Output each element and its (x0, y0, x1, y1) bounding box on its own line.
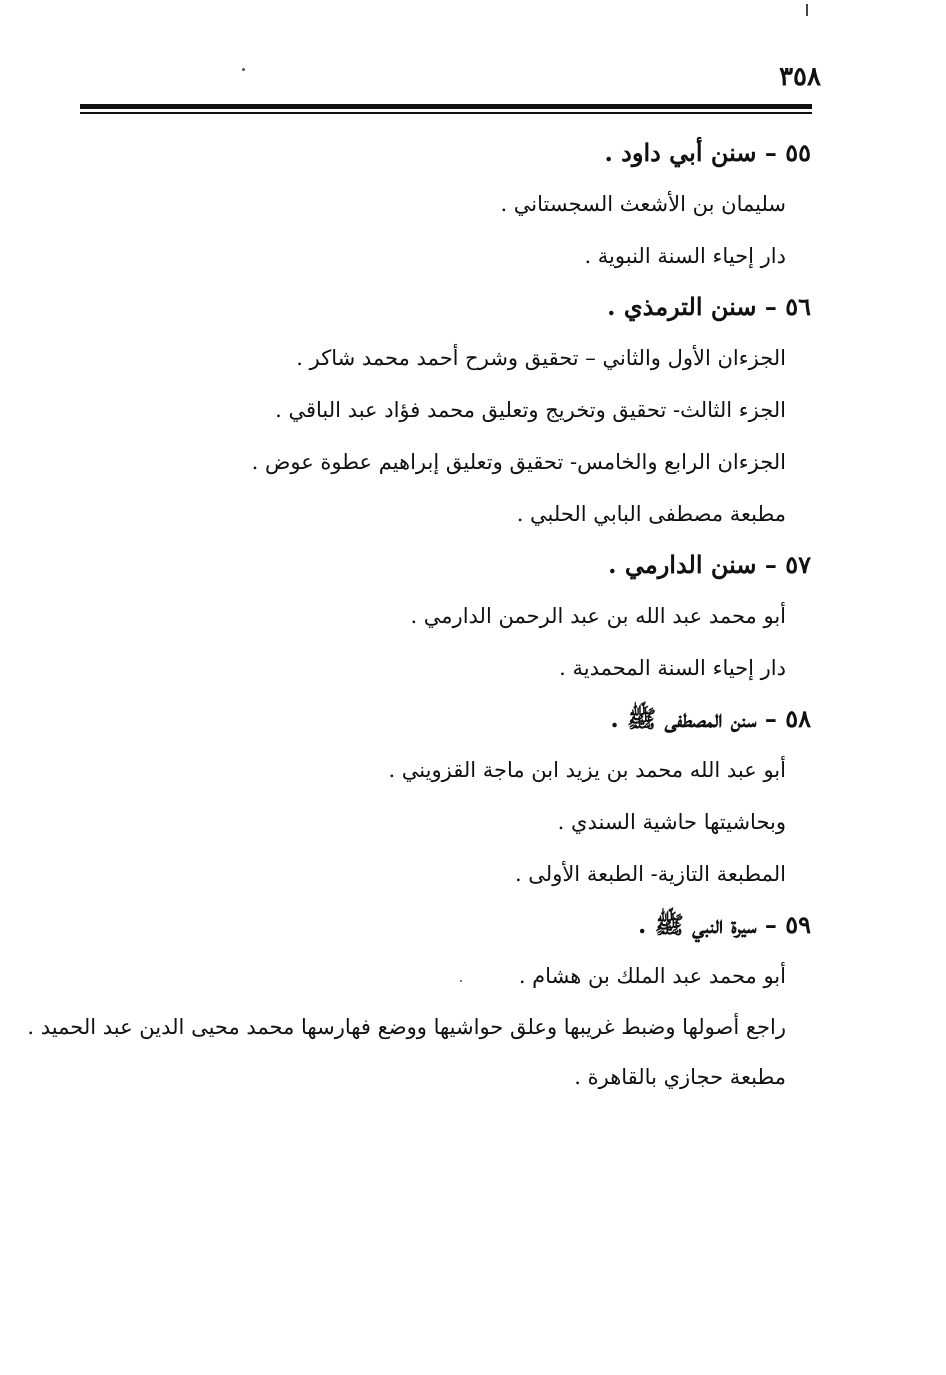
entry-55 (86, 128, 811, 282)
entry-editor-note: راجع أصولها وضبط غريبها وعلق حواشيها ووضع فهارسها محمد محيى الدين عبد الحميد . (27, 1015, 786, 1039)
entry-58 (86, 694, 811, 900)
entry-publisher: دار إحياء السنة المحمدية . (559, 656, 786, 680)
entry-editor-note: الجزءان الأول والثاني – تحقيق وشرح أحمد محمد شاكر . (296, 346, 786, 370)
header-rule-thin (80, 112, 812, 114)
entry-56 (86, 282, 811, 540)
scan-edge-mark (806, 4, 808, 16)
scan-speck (242, 68, 245, 71)
entry-title: ٥٦ – سنن الترمذي . (607, 292, 811, 321)
entry-title: ٥٩ – سيرة النبي ﷺ . (638, 910, 811, 939)
entry-author: سليمان بن الأشعث السجستاني . (500, 192, 786, 216)
entry-title: ٥٧ – سنن الدارمي . (608, 550, 811, 579)
entry-author: أبو عبد الله محمد بن يزيد ابن ماجة القزويني . (388, 758, 786, 782)
entry-publisher: مطبعة حجازي بالقاهرة . (574, 1065, 786, 1089)
entry-author: أبو محمد عبد الملك بن هشام . (518, 964, 786, 988)
header-rule-thick (80, 104, 812, 109)
entry-editor-note: الجزءان الرابع والخامس- تحقيق وتعليق إبراهيم عطوة عوض . (251, 450, 786, 474)
entry-57 (86, 540, 811, 694)
entry-publisher: مطبعة مصطفى البابي الحلبي . (516, 502, 786, 526)
entry-editor-note: الجزء الثالث- تحقيق وتخريج وتعليق محمد فؤاد عبد الباقي . (275, 398, 786, 422)
entry-title: ٥٥ – سنن أبي داود . (604, 138, 811, 167)
bibliography-list (27, 128, 811, 1102)
entry-annotation: وبحاشيتها حاشية السندي . (557, 810, 786, 834)
entry-author: أبو محمد عبد الله بن عبد الرحمن الدارمي . (410, 604, 786, 628)
entry-title: ٥٨ – سنن المصطفى ﷺ . (610, 704, 811, 733)
entry-publisher: المطبعة التازية- الطبعة الأولى . (514, 862, 786, 886)
entry-publisher: دار إحياء السنة النبوية . (584, 244, 786, 268)
page-number: ٣٥٨ (779, 62, 821, 92)
entry-59 (27, 900, 811, 1102)
